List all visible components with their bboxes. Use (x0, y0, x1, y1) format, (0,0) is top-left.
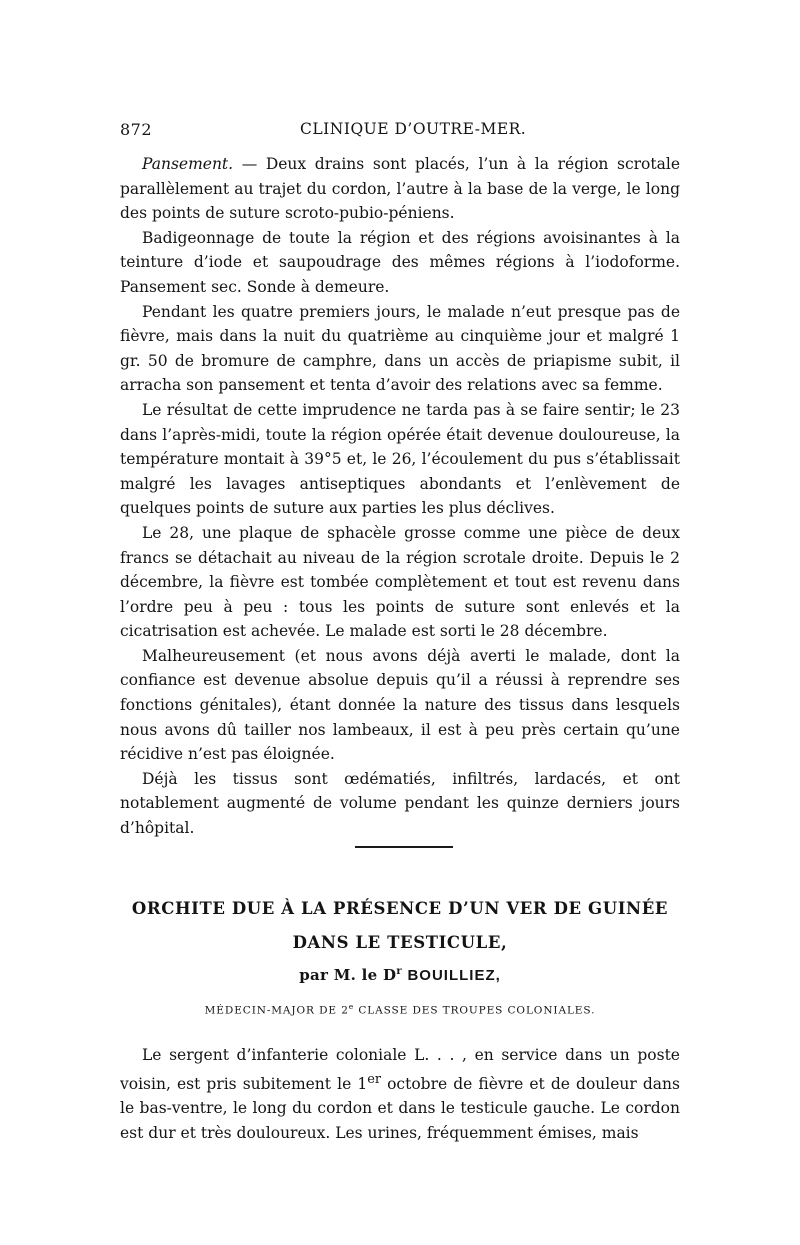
article-body (120, 1043, 680, 1146)
article-title-line-2: DANS LE TESTICULE, (292, 933, 508, 952)
article-title (120, 892, 680, 960)
case-report-continuation (120, 152, 680, 841)
author-affiliation (120, 1002, 680, 1017)
paragraph-pansement (120, 152, 680, 226)
paragraph-badigeonnage: Badigeonnage de toute la région et des régions avoisinantes à la teinture d’iode et saupoudrage des mêmes régions à l’iodoforme. Pansement sec. Sonde à demeure. (120, 228, 680, 296)
affiliation-superscript: e (348, 1002, 355, 1011)
article-byline (120, 966, 680, 984)
byline-prefix: par M. le D (299, 966, 397, 984)
paragraph-resultat-imprudence: Le résultat de cette imprudence ne tarda pas à se faire sentir; le 23 dans l’après-midi, toute la région opérée était devenue douloureuse, la température montait à 39°5 et, le 26, l’écoulement du pus s’établissait malgré les lavages antiseptiques abondants et l’enlèvement de quelques points de suture aux parties les plus déclives. (120, 400, 680, 518)
paragraph-lead-pansement: Pansement. (142, 155, 234, 173)
byline-author: BOUILLIEZ, (407, 967, 501, 984)
paragraph-text-pansement: — Deux drains sont placés, l’un à la région scrotale parallèlement au trajet du cordon, l’autre à la base de la verge, le long des points de suture scroto-pubio-péniens. (120, 155, 680, 223)
paragraph-text-sergent-end: octobre de fièvre et de douleur dans le bas-ventre, le long du cordon et dans le testicule gauche. Le cordon est dur et très douloureux. Les urines, fréquemment émises, mais (120, 1074, 680, 1142)
paragraph-text-sergent-start: Le sergent d’infanterie coloniale L. . . , en service dans un poste voisin, est pris subitement le 1 (120, 1046, 680, 1093)
byline-superscript: r (396, 966, 402, 977)
page-number: 872 (120, 120, 153, 139)
paragraph-tissus-oedematies: Déjà les tissus sont œdématiés, infiltrés, lardacés, et ont notablement augmenté de volume pendant les quinze derniers jours d’hôpital. (120, 769, 680, 838)
section-divider (355, 846, 453, 848)
article-title-line-1: ORCHITE DUE À LA PRÉSENCE D’UN VER DE GUINÉE (131, 899, 669, 918)
affiliation-suffix: CLASSE DES TROUPES COLONIALES. (354, 1004, 596, 1017)
affiliation-prefix: MÉDECIN-MAJOR DE 2 (204, 1004, 349, 1017)
paragraph-plaque-sphacele: Le 28, une plaque de sphacèle grosse comme une pièce de deux francs se détachait au niveau de la région scrotale droite. Depuis le 2 décembre, la fièvre est tombée complètement et tout est revenu dans l’ordre peu à peu : tous les points de suture sont enlevés et la cicatrisation est achevée. Le malade est sorti le 28 décembre. (120, 523, 680, 641)
paragraph-malheureusement: Malheureusement (et nous avons déjà averti le malade, dont la confiance est devenue absolue depuis qu’il a réussi à reprendre ses fonctions génitales), étant donnée la nature des tissus dans lesquels nous avons dû tailler nos lambeaux, il est à peu près certain qu’une récidive n’est pas éloignée. (120, 646, 680, 764)
paragraph-sergent (120, 1043, 680, 1146)
ordinal-superscript: er (367, 1071, 381, 1087)
paragraph-quatre-premiers-jours: Pendant les quatre premiers jours, le malade n’eut presque pas de fièvre, mais dans la nuit du quatrième au cinquième jour et malgré 1 gr. 50 de bromure de camphre, dans un accès de priapisme subit, il arracha son pansement et tenta d’avoir des relations avec sa femme. (120, 302, 680, 395)
running-title: CLINIQUE D’OUTRE-MER. (300, 120, 527, 138)
